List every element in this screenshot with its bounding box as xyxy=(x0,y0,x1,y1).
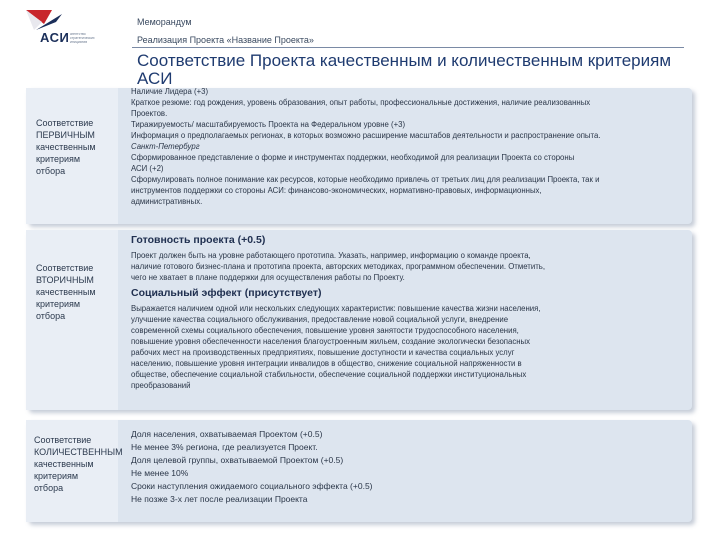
primary-criteria-text: Наличие Лидера (+3) Краткое резюме: год рождения, уровень образования, опыт работы, профессиональные достижения, наличие реализованных Проектов. Тиражируемость/ масштабируемость Проекта на Федеральном уровне (+3) Информация о предполагаемых регионах, в которых возможно расширение масштабов деятельности и распространение опыта. Санкт-Петербург Сформированное представление о форме и инструментах поддержки, необходимой для реализации Проекта со стороны АСИ (+2) Сформулировать полное понимание как ресурсов, которые необходимо привлечь от третьих лиц для реализации Проекта, так и инструментов поддержки со стороны АСИ: финансово-экономических, нормативно-правовых, информационных, административных. xyxy=(131,87,601,206)
logo-text: АСИ xyxy=(40,30,70,45)
header-divider xyxy=(132,47,684,48)
logo-subtitle: агентство стратегических инициатив xyxy=(70,32,95,44)
quantitative-criteria-label: Соответствие КОЛИЧЕСТВЕННЫМ качественным критериям отбора xyxy=(34,435,123,493)
readiness-title: Готовность проекта (+0.5) xyxy=(131,234,266,246)
project-name: Реализация Проекта «Название Проекта» xyxy=(137,35,314,45)
secondary-criteria-label: Соответствие ВТОРИЧНЫМ качественным критериям отбора xyxy=(36,263,96,321)
primary-criteria-label: Соответствие ПЕРВИЧНЫМ качественным критериям отбора xyxy=(36,118,96,176)
social-effect-title: Социальный эффект (присутствует) xyxy=(131,287,322,299)
document-type: Меморандум xyxy=(137,17,192,27)
secondary-criteria-text: Готовность проекта (+0.5) Проект должен быть на уровне работающего прототипа. Указать, например, информацию о команде проекта, наличие готового бизнес-плана и прототипа проекта, авторских методиках, программном обеспечении. Отметить, чего не хватает в плане поддержки для осуществления работы по Проекту. Социальный эффект (присутствует) Выражается наличием одной или нескольких следующих характеристик: повышение качества жизни населения, улучшение качества социального обслуживания, предоставление новой социальной услуги, внедрение современной схемы социального обеспечения, повышение уровня занятости трудоспособного населения, повышение уровня обеспеченности населения благоустроенным жильем, создание экологически безопасных рабочих мест на производственных предприятиях, повышение доступности и качества социальных услуг населению, повышение уровня интеграции инвалидов в общество, снижение социальной напряженности в обществе, обеспечение социальной стабильности, обеспечение социальной поддержки институциональных преобразований xyxy=(131,234,687,391)
page-title: Соответствие Проекта качественным и количественным критериям АСИ xyxy=(137,51,672,88)
quantitative-criteria-text: Доля населения, охватываемая Проектом (+0.5) Не менее 3% региона, где реализуется Проект. Доля целевой группы, охватываемой Проектом (+0.5) Не менее 10% Сроки наступления ожидаемого социального эффекта (+0.5) Не позже 3-х лет после реализации Проекта xyxy=(131,429,373,504)
